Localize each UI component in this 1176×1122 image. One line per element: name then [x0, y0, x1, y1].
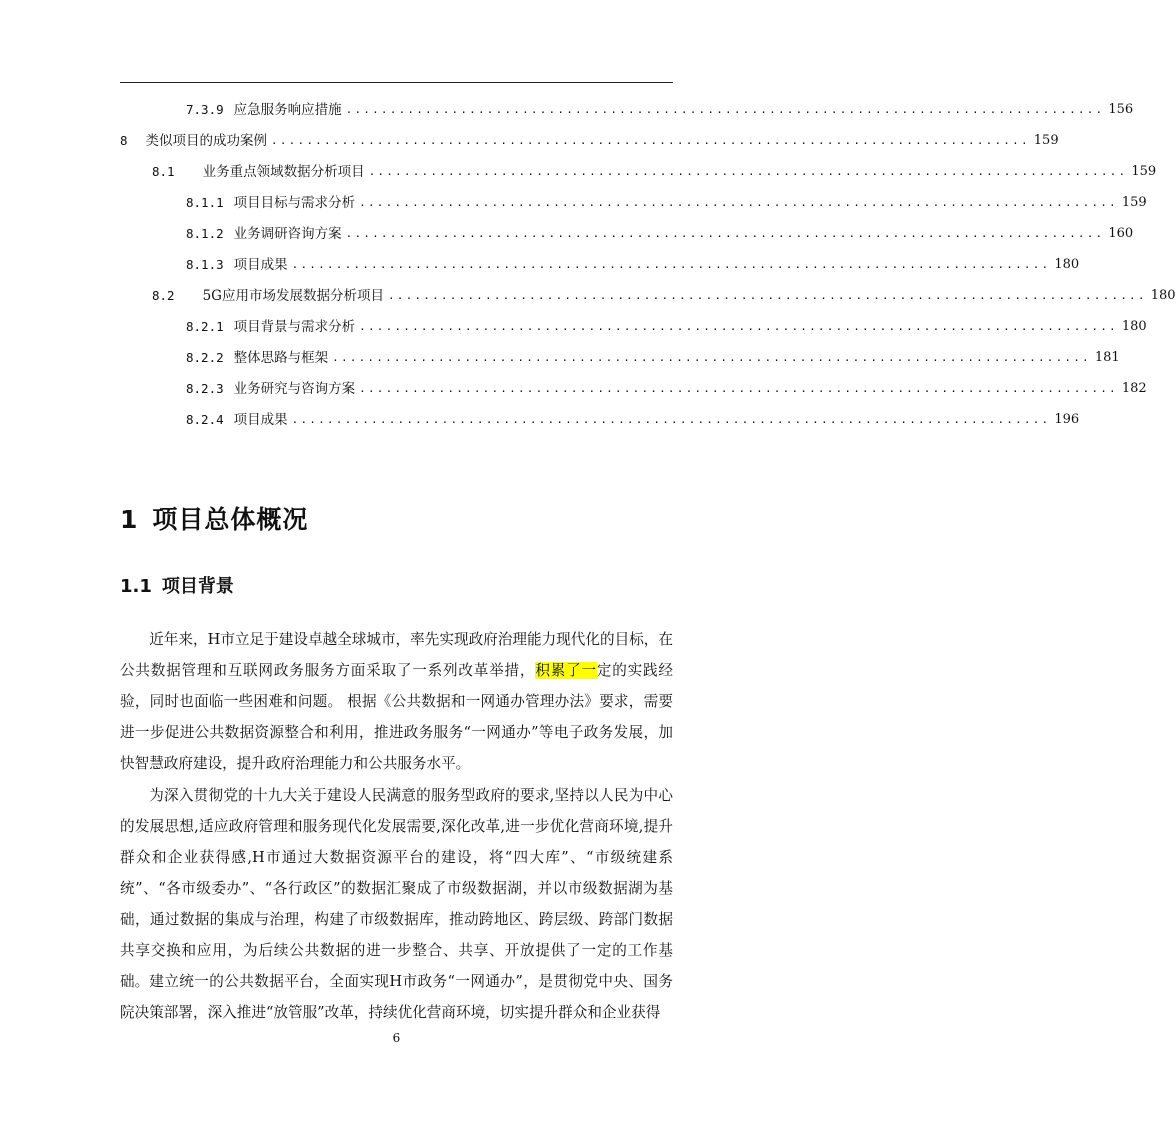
heading-level-1 [120, 500, 308, 536]
toc-entry[interactable] [186, 222, 1134, 246]
toc-entry-page: 196 [1054, 412, 1080, 427]
toc-entry-number: 8.2.3 [186, 381, 224, 396]
toc-entry-title: 应急服务响应措施 [233, 102, 342, 118]
toc-leader-dots: ...................................................................................... [359, 196, 1118, 209]
toc-entry[interactable] [186, 377, 1147, 401]
toc-entry-title: 项目成果 [233, 412, 288, 428]
toc-leader-dots: ...................................................................................... [345, 103, 1105, 116]
toc-entry-number: 8.1.2 [186, 226, 224, 241]
toc-entry[interactable] [152, 284, 1176, 308]
toc-entry-page: 180 [1121, 319, 1147, 334]
toc-entry-page: 180 [1054, 257, 1080, 272]
toc-entry[interactable] [186, 408, 1080, 432]
heading-number: 1.1 [120, 576, 152, 597]
toc-leader-dots: ...................................................................................... [387, 289, 1147, 302]
toc-leader-dots: ...................................................................................... [368, 165, 1128, 178]
toc-entry-number: 8.1 [152, 164, 175, 179]
toc-entry-number: 7.3.9 [186, 102, 224, 117]
heading-number: 1 [120, 505, 139, 534]
toc-entry-page: 159 [1033, 133, 1059, 148]
heading-text: 项目背景 [161, 576, 234, 597]
highlighted-text: 积累了一 [535, 662, 597, 679]
toc-leader-dots: ...................................................................................... [359, 320, 1118, 333]
toc-entry-page: 156 [1108, 102, 1134, 117]
toc-entry[interactable] [186, 253, 1080, 277]
toc-entry-page: 180 [1150, 288, 1176, 303]
toc-leader-dots: ...................................................................................... [345, 227, 1105, 240]
toc-leader-dots: ...................................................................................... [332, 351, 1091, 364]
paragraph-2: 为深入贯彻党的十九大关于建设人民满意的服务型政府的要求,坚持以人民为中心的发展思想,适应政府管理和服务现代化发展需要,深化改革,进一步优化营商环境,提升群众和企业获得感,H市通过大数据资源平台的建设，将“四大库”、“市级统建系统”、“各市级委办”、“各行政区”的数据汇聚成了市级数据湖，并以市级数据湖为基础，通过数据的集成与治理，构建了市级数据库，推动跨地区、跨层级、跨部门数据共享交换和应用，为后续公共数据的进一步整合、共享、开放提供了一定的工作基础。 [120, 787, 673, 990]
toc-entry-number: 8.1.3 [186, 257, 224, 272]
toc-entry-title: 5G应用市场发展数据分析项目 [202, 288, 384, 304]
toc-entry[interactable] [152, 160, 1157, 184]
paragraph-1 [120, 624, 673, 779]
header-rule [120, 82, 673, 83]
toc-entry[interactable] [186, 346, 1120, 370]
paragraph-text: 定的实践经验，同时也面临一些困难和问题。 根据《公共数据和一网通办管理办法》要求，需要进一步促进公共数据资源整合和利用，推进政务服务“一网通办”等电子政务发展，加快智慧政府建设，提升政府治理能力和公共服务水平。 [120, 662, 673, 772]
toc-entry-number: 8 [120, 133, 128, 148]
toc-entry-page: 160 [1108, 226, 1134, 241]
toc-entry-page: 159 [1121, 195, 1147, 210]
toc-entry-page: 181 [1094, 350, 1120, 365]
toc-entry[interactable] [186, 315, 1147, 339]
paragraph-text: 近年来，H市立足于建设卓越全球城市，率先实现政府治理能力现代化的目标，在公共数据管理和互联网政务服务方面采取了一系列改革举措， [120, 631, 673, 679]
toc-leader-dots: ...................................................................................... [291, 413, 1051, 426]
toc-entry[interactable] [186, 98, 1134, 122]
page-number: 6 [392, 1031, 401, 1045]
toc-entry-page: 159 [1131, 164, 1157, 179]
toc-leader-dots: ...................................................................................... [291, 258, 1051, 271]
toc-entry-title: 类似项目的成功案例 [145, 133, 268, 149]
toc-entry-title: 业务调研咨询方案 [233, 226, 342, 242]
toc-entry-title: 整体思路与框架 [233, 350, 329, 366]
toc-entry-number: 8.1.1 [186, 195, 224, 210]
toc-entry-page: 182 [1121, 381, 1147, 396]
toc-entry[interactable] [120, 129, 1059, 153]
toc-entry-title: 业务研究与咨询方案 [233, 381, 356, 397]
toc-entry-number: 8.2 [152, 288, 175, 303]
toc-entry-title: 项目目标与需求分析 [233, 195, 356, 211]
toc-entry-number: 8.2.4 [186, 412, 224, 427]
toc-entry-title: 项目背景与需求分析 [233, 319, 356, 335]
heading-text: 项目总体概况 [152, 505, 309, 534]
toc-entry-number: 8.2.2 [186, 350, 224, 365]
toc-leader-dots: ...................................................................................... [359, 382, 1118, 395]
toc-entry-title: 业务重点领域数据分析项目 [202, 164, 365, 180]
paragraph-3: 建立统一的公共数据平台，全面实现H市政务“一网通办”，是贯彻党中央、国务院决策部署，深入推进“放管服”改革，持续优化营商环境，切实提升群众和企业获得 [120, 973, 673, 1021]
toc-entry[interactable] [186, 191, 1147, 215]
toc-entry-title: 项目成果 [233, 257, 288, 273]
toc-leader-dots: ...................................................................................... [271, 134, 1030, 147]
heading-level-2 [120, 572, 234, 598]
toc-entry-number: 8.2.1 [186, 319, 224, 334]
